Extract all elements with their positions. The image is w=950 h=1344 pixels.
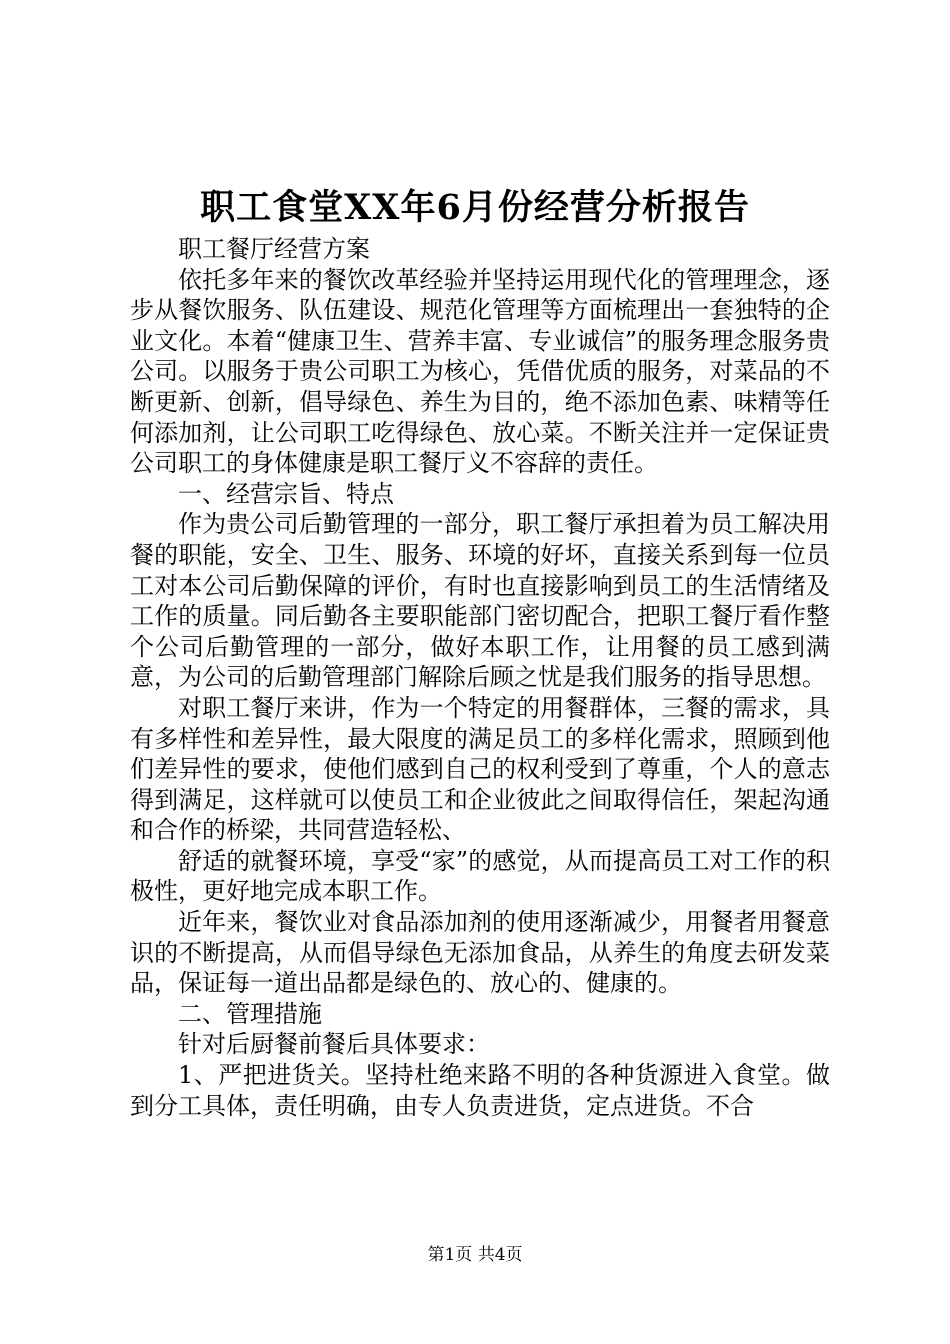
- paragraph-intro: 依托多年来的餐饮改革经验并坚持运用现代化的管理理念，逐步从餐饮服务、队伍建设、规范化管理等方面梳理出一套独特的企业文化。本着“健康卫生、营养丰富、专业诚信”的服务理念服务贵公司。以服务于贵公司职工为核心，凭借优质的服务，对菜品的不断更新、创新，倡导绿色、养生为目的，绝不添加色素、味精等任何添加剂，让公司职工吃得绿色、放心菜。不断关注并一定保证贵公司职工的身体健康是职工餐厅义不容辞的责任。: [130, 265, 830, 478]
- paragraph-kitchen-requirements: 针对后厨餐前餐后具体要求：: [178, 1030, 490, 1059]
- section-heading-management: 二、管理措施: [178, 999, 322, 1028]
- section-heading-purpose: 一、经营宗旨、特点: [178, 479, 394, 508]
- paragraph-purchasing: 1、严把进货关。坚持杜绝来路不明的各种货源进入食堂。做到分工具体，责任明确，由专人负责进货，定点进货。不合: [130, 1061, 830, 1120]
- paragraph-environment: 舒适的就餐环境，享受“家”的感觉，从而提高员工对工作的积极性，更好地完成本职工作。: [130, 846, 830, 906]
- document-body: [130, 234, 830, 1121]
- section-heading-plan: 职工餐厅经营方案: [178, 235, 370, 263]
- page-footer: 第1页 共4页: [427, 1245, 523, 1265]
- paragraph-needs: 对职工餐厅来讲，作为一个特定的用餐群体，三餐的需求，具有多样性和差异性，最大限度的满足员工的多样化需求，照顾到他们差异性的要求，使他们感到自己的权利受到了尊重，个人的意志得到满足，这样就可以使员工和企业彼此之间取得信任，架起沟通和合作的桥梁，共同营造轻松、: [130, 693, 830, 845]
- document-title: 职工食堂XX年6月份经营分析报告: [200, 187, 750, 228]
- paragraph-role: 作为贵公司后勤管理的一部分，职工餐厅承担着为员工解决用餐的职能，安全、卫生、服务、环境的好坏，直接关系到每一位员工对本公司后勤保障的评价，有时也直接影响到员工的生活情绪及工作的质量。同后勤各主要职能部门密切配合，把职工餐厅看作整个公司后勤管理的一部分，做好本职工作，让用餐的员工感到满意，为公司的后勤管理部门解除后顾之忧是我们服务的指导思想。: [130, 510, 830, 692]
- paragraph-green-food: 近年来，餐饮业对食品添加剂的使用逐渐减少，用餐者用餐意识的不断提高，从而倡导绿色无添加食品，从养生的角度去研发菜品，保证每一道出品都是绿色的、放心的、健康的。: [130, 908, 830, 998]
